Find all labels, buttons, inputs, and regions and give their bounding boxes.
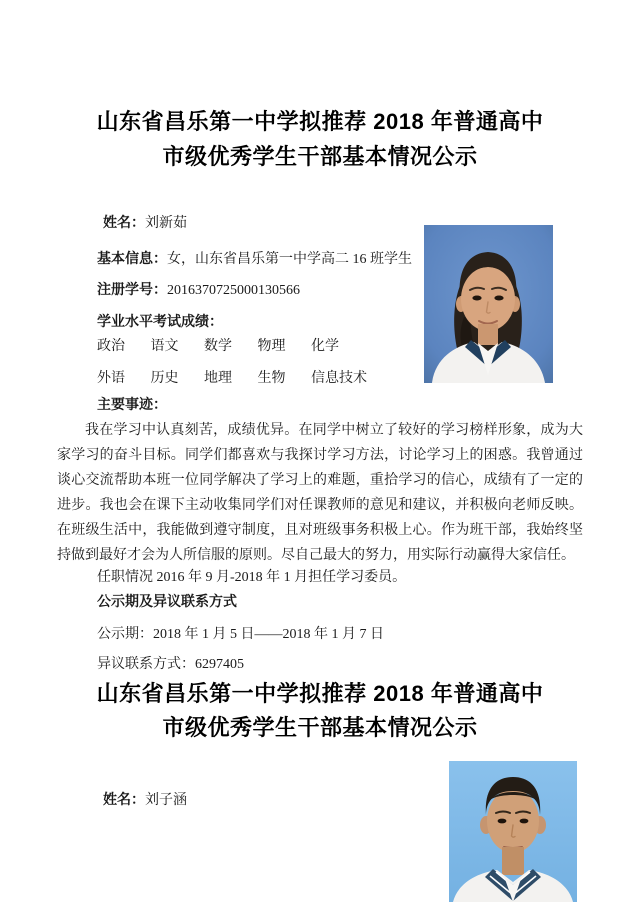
objection-contact-value: 6297405 (195, 657, 244, 672)
subject-math: 数学 (204, 339, 232, 354)
title-line-1: 山东省昌乐第一中学拟推荐 2018 年普通高中 (96, 681, 544, 706)
field-deeds-label (57, 396, 583, 415)
subject-biology: 生物 (257, 371, 286, 386)
female-student-portrait (424, 225, 553, 383)
field-notice-period (57, 625, 583, 644)
field-tenure: 任职情况 2016 年 9 月-2018 年 1 月担任学习委员。 (97, 570, 407, 585)
student1-photo (424, 225, 553, 383)
field-notice-section-label (57, 593, 583, 612)
notice-section-label: 公示期及异议联系方式 (97, 595, 237, 610)
basic-info-label: 基本信息： (97, 252, 167, 267)
notice-period-value: 2018 年 1 月 5 日——2018 年 1 月 7 日 (153, 627, 384, 642)
deeds-label: 主要事迹： (97, 398, 167, 413)
basic-info-value: 女，山东省昌乐第一中学高二 16 班学生 (167, 252, 412, 267)
title-line-2: 市级优秀学生干部基本情况公示 (162, 715, 478, 740)
male-student-portrait (449, 761, 577, 902)
exam-scores-label: 学业水平考试成绩： (97, 315, 223, 330)
subject-foreign-language: 外语 (97, 371, 125, 386)
name-label: 姓名： (103, 793, 145, 808)
student2-photo (449, 761, 577, 902)
title-line-1: 山东省昌乐第一中学拟推荐 2018 年普通高中 (96, 109, 544, 134)
deeds-paragraph: 我在学习中认真刻苦，成绩优异。在同学中树立了较好的学习榜样形象，成为大家学习的奋斗目标。同学们都喜欢与我探讨学习方法，讨论学习上的困惑。我曾通过谈心交流帮助本班一位同学解决了学习上的难题，重拾学习的信心，成绩有了一定的进步。我也会在课下主动收集同学们对任课教师的意见和建议，并积极向老师反映。在班级生活中，我能做到遵守制度，且对班级事务积极上心。作为班干部，我始终坚持做到最好才会为人所信服的原则。尽自己最大的努力，用实际行动赢得大家信任。 (57, 423, 583, 563)
name-value: 刘子涵 (145, 793, 187, 808)
subject-information-technology: 信息技术 (311, 371, 367, 386)
subject-chinese: 语文 (150, 339, 179, 354)
page-title-second (40, 677, 600, 745)
subject-geography: 地理 (204, 371, 232, 386)
name-label: 姓名： (103, 216, 145, 231)
field-objection-contact (57, 655, 583, 674)
name-value: 刘新茹 (145, 216, 187, 231)
subject-chemistry: 化学 (311, 339, 339, 354)
student-id-value: 2016370725000130566 (167, 283, 300, 298)
subject-history: 历史 (150, 371, 179, 386)
subject-politics: 政治 (97, 339, 125, 354)
subject-physics: 物理 (257, 339, 286, 354)
objection-contact-label: 异议联系方式： (97, 657, 195, 672)
title-line-2: 市级优秀学生干部基本情况公示 (162, 144, 478, 169)
page-title (40, 0, 600, 174)
student-id-label: 注册学号： (97, 283, 167, 298)
notice-period-label: 公示期： (97, 627, 153, 642)
